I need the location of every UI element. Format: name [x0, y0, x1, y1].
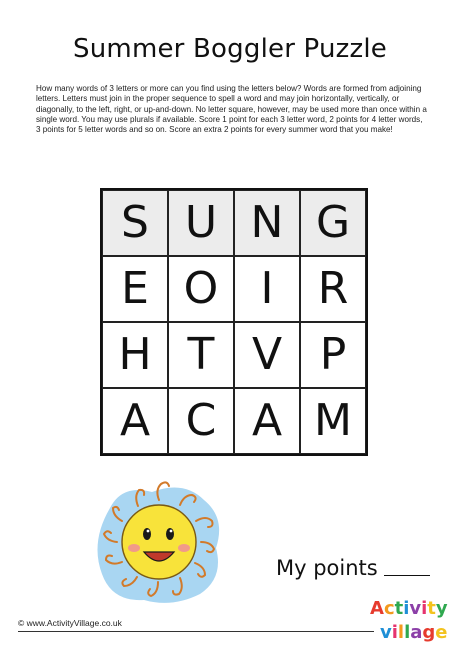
- grid-row: [102, 256, 366, 322]
- eye-shine: [147, 530, 150, 533]
- logo-word-activity: Activity: [370, 598, 448, 619]
- instructions-text: How many words of 3 letters or more can you find using the letters below? Words are formed from adjoining letters. Letters must join in the proper sequence to spell a word and may join horizontally, vertically, or diagonally, to the left, right, or up-and-down. No letter square, however, may be used more than once within a single word. You may use plurals if available. Score 1 point for each 3 letter word, 2 points for 4 letter words, 3 points for 5 letter words and so on. Score an extra 2 points for every summer word that you make!: [36, 84, 427, 135]
- grid-cell: U: [168, 190, 234, 256]
- boggle-grid: [100, 188, 368, 456]
- grid-cell: I: [234, 256, 300, 322]
- grid-cell: M: [300, 388, 366, 454]
- grid-cell: V: [234, 322, 300, 388]
- grid-cell: A: [234, 388, 300, 454]
- footer-copyright: © www.ActivityVillage.co.uk: [18, 618, 122, 628]
- activity-village-logo: [366, 588, 450, 648]
- eye-right: [166, 528, 174, 540]
- sun-illustration: [92, 478, 227, 608]
- grid-cell: O: [168, 256, 234, 322]
- grid-cell: P: [300, 322, 366, 388]
- grid-cell: T: [168, 322, 234, 388]
- grid-cell: R: [300, 256, 366, 322]
- grid-row: [102, 322, 366, 388]
- grid-row: [102, 190, 366, 256]
- grid-cell: A: [102, 388, 168, 454]
- sun-face: [122, 505, 196, 579]
- grid-cell: H: [102, 322, 168, 388]
- grid-row: [102, 388, 366, 454]
- page-title: Summer Boggler Puzzle: [73, 34, 387, 64]
- eye-shine: [170, 530, 173, 533]
- grid-cell: N: [234, 190, 300, 256]
- footer-divider: [18, 631, 374, 632]
- logo-word-village: village: [380, 622, 448, 643]
- points-answer-line[interactable]: [384, 575, 430, 576]
- points-label: My points: [276, 556, 378, 580]
- grid-cell: G: [300, 190, 366, 256]
- grid-cell: S: [102, 190, 168, 256]
- cheek-right: [178, 544, 190, 552]
- grid-cell: E: [102, 256, 168, 322]
- eye-left: [143, 528, 151, 540]
- cheek-left: [128, 544, 140, 552]
- grid-cell: C: [168, 388, 234, 454]
